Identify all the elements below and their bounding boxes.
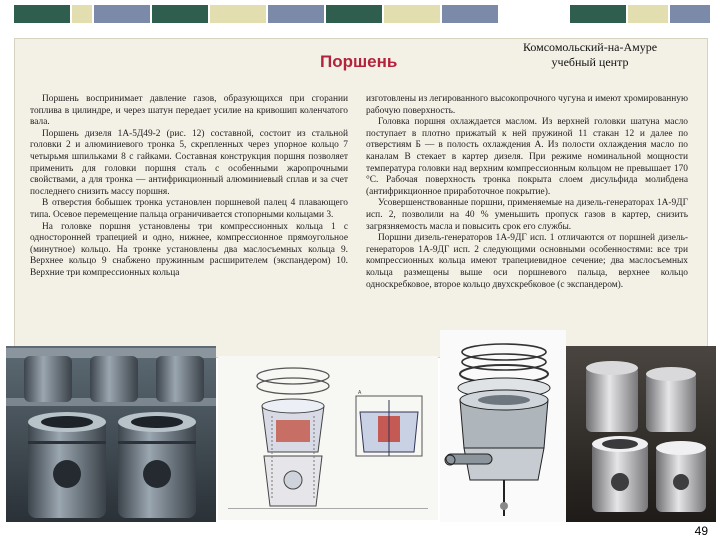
- header-tile: [670, 5, 710, 23]
- org-line-1: Комсомольский-на-Амуре: [522, 40, 658, 54]
- piston-rings-photo: [440, 330, 566, 522]
- header-tile: [152, 5, 208, 23]
- pistons-rack-photo: [6, 346, 216, 522]
- header-tile: [14, 5, 70, 23]
- header-tile: [570, 5, 626, 23]
- header-tile: [268, 5, 324, 23]
- text-column-left: [30, 94, 348, 280]
- paragraph: Головка поршня охлаждается маслом. Из верхней головки шатуна масло поступает в плотно прижатый к ней пружиной 11 стакан 12 и далее по отверстиям Б — в полость охлаждения А. Из полости охлаждения масло по каналам В стекает в картер дизеля. При режиме номинальной мощности температура головки над верхним компрессионным кольцом не превышает 170 °С. Рабочая поверхность тронка покрыта слоем дисульфида молибдена (антифрикционное приработочное покрытие).: [366, 117, 688, 197]
- header-tile: [628, 5, 668, 23]
- header-tile-bar: [0, 0, 720, 28]
- paragraph: Поршень воспринимает давление газов, образующихся при сгорании топлива в цилиндре, и через шатун передает усилие на кривошип коленчатого вала.: [30, 94, 348, 128]
- paragraph: На головке поршня установлены три компрессионных кольца 1 с односторонней трапецией и одно, нижнее, компрессионное прямоугольное (минутное) кольцо. На тронке установлены два маслосъемных кольца 9. Верхнее кольцо 9 снабжено пружинным расширителем (экспандером) 10. Верхние три компрессионных кольца: [30, 221, 348, 278]
- paragraph: Поршни дизель-генераторов 1А-9ДГ исп. 1 отличаются от поршней дизель-генераторов 1А-9ДГ исп. 2 следующими основными особенностями: все три компрессионных кольца имеют трапециевидное сечение; два маслосъемных кольца размещены выше оси поршневого пальца, верхнее кольцо однoскребковое, второе кольцо двухскребковое (с экспандером).: [366, 233, 688, 290]
- header-tile: [442, 5, 498, 23]
- header-tile: [72, 5, 92, 23]
- svg-text:A: A: [358, 390, 362, 396]
- page-number: 49: [694, 524, 708, 538]
- text-column-right: [366, 94, 688, 291]
- header-tile: [210, 5, 266, 23]
- paragraph: Усовершенствованные поршни, применяемые на дизель-генераторах 1А-9ДГ исп. 2, позволили на 40 % уменьшить пропуск газов в картер, снизить загрязняемость масла и повысить срок его службы.: [366, 198, 688, 232]
- header-tile: [94, 5, 150, 23]
- piston-drawing: [218, 356, 438, 520]
- org-line-2: учебный центр: [551, 55, 629, 69]
- paragraph: изготовлены из легированного высокопрочного чугуна и имеют хромированную рабочую поверхность.: [366, 94, 688, 116]
- header-tile: [384, 5, 440, 23]
- org-title: [500, 40, 680, 70]
- paragraph: В отверстия бобышек тронка установлен поршневой палец 4 плавающего типа. Осевое перемещение пальца ограничивается стопорными кольцами 3.: [30, 198, 348, 220]
- page-heading: Поршень: [320, 52, 398, 71]
- paragraph: Поршень дизеля 1А-5Д49-2 (рис. 12) составной, состоит из стальной головки 2 и алюминиевого тронка 5, скрепленных через упорное кольцо 7 четырьмя шпильками 8 с гайками. Составная конструкция поршня позволяет применить для головки поршня сталь с особенными жаропрочными свойствами, а для тронка — антифрикционный алюминиевый сплав и за счет последнего снизить массу поршня.: [30, 128, 348, 197]
- aluminum-pistons-photo: [566, 346, 716, 522]
- header-tile: [326, 5, 382, 23]
